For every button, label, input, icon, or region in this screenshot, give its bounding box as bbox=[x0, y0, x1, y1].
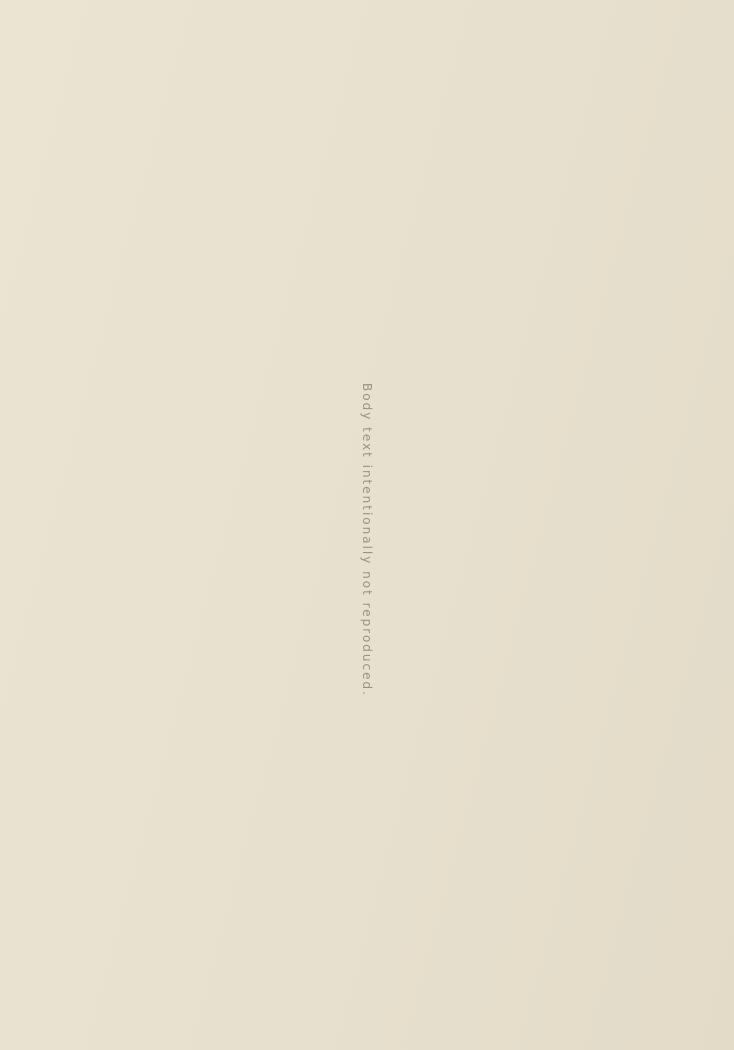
body-text-region: Body text intentionally not reproduced. bbox=[360, 383, 374, 697]
